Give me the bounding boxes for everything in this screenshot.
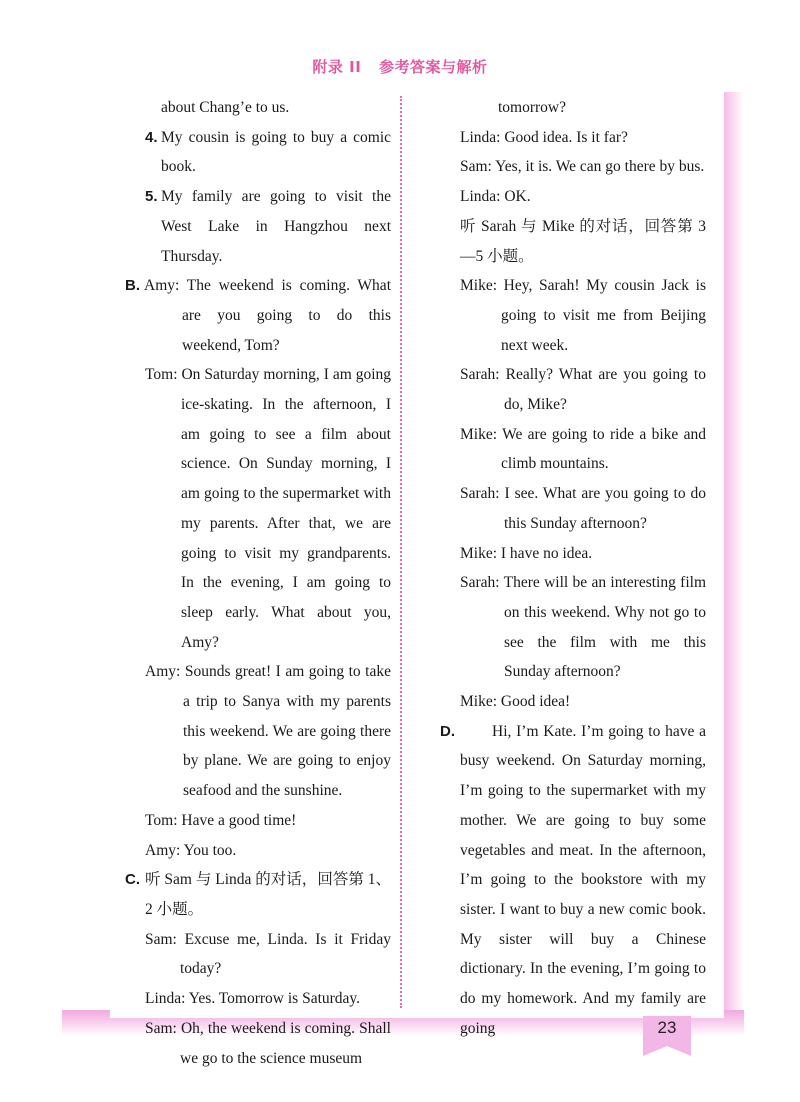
dialogue-line: Mike: Good idea! — [460, 693, 571, 711]
dialogue-line: Mike: I have no idea. — [460, 544, 593, 562]
dialogue-line: Amy: You too. — [145, 841, 237, 859]
item-text: My family are going to visit the West Lake in Hangzhou next Thursday. — [161, 188, 391, 265]
page-number: 23 — [657, 1018, 677, 1037]
item-number: 4. — [145, 128, 158, 146]
dialogue-line: Sam: Oh, the weekend is coming. Shall we go to the science museum — [145, 1019, 391, 1067]
dialogue-line: Amy: The weekend is coming. What are you going to do this weekend, Tom? — [144, 277, 391, 354]
header-title: 参考答案与解析 — [379, 58, 488, 76]
left-column — [125, 93, 391, 1073]
dialogue-line: Sarah: There will be an interesting film on this weekend. Why not go to see the film with me this Sunday afternoon? — [460, 574, 706, 681]
section-d — [416, 717, 706, 1044]
section-label: C. — [125, 871, 140, 889]
page-shadow-right — [722, 92, 744, 1022]
section-label: D. — [440, 722, 455, 740]
dialogue-line: Sarah: I see. What are you going to do this Sunday afternoon? — [460, 485, 706, 532]
dialogue-line: Mike: We are going to ride a bike and climb mountains. — [460, 425, 706, 473]
item-text: My cousin is going to buy a comic book. — [161, 128, 391, 176]
section-b — [125, 271, 391, 360]
section-instruction: 听 Sarah 与 Mike 的对话，回答第 3—5 小题。 — [460, 217, 706, 265]
dialogue-line: Sarah: Really? What are you going to do, Mike? — [460, 366, 706, 414]
dialogue-line: Linda: Yes. Tomorrow is Saturday. — [145, 990, 361, 1008]
dialogue-line: Tom: Have a good time! — [145, 811, 297, 829]
continuation-line: about Chang’e to us. — [161, 99, 290, 116]
dialogue-line: Linda: OK. — [460, 188, 531, 206]
right-column — [416, 93, 706, 1044]
passage-text: Hi, I’m Kate. I’m going to have a busy weekend. On Saturday morning, I’m going to the supermarket with my mother. We are going to buy some vegetables and meat. In the afternoon, I’m going to the bookstore with my sister. I want to buy a new comic book. My sister will buy a Chinese dictionary. In the evening, I’m going to do my homework. And my family are going — [460, 722, 706, 1037]
answer-item-4 — [125, 123, 391, 182]
item-number: 5. — [145, 188, 158, 206]
column-divider — [400, 96, 402, 1008]
dialogue-line: Linda: Good idea. Is it far? — [460, 128, 628, 146]
continuation-line: tomorrow? — [498, 99, 567, 116]
dialogue-line: Tom: On Saturday morning, I am going ice-skating. In the afternoon, I am going to see a film about science. On Sunday morning, I am going to the supermarket with my parents. After that, we are going to visit my grandparents. In the evening, I am going to sleep early. What about you, Amy? — [145, 366, 391, 651]
answer-item-5 — [125, 182, 391, 271]
header-appendix: 附录 II — [312, 58, 362, 76]
section-instruction: 听 Sam 与 Linda 的对话，回答第 1、2 小题。 — [145, 871, 391, 918]
dialogue-line: Sam: Yes, it is. We can go there by bus. — [460, 158, 705, 176]
dialogue-line: Sam: Excuse me, Linda. Is it Friday today? — [145, 930, 391, 978]
dialogue-line: Mike: Hey, Sarah! My cousin Jack is going to visit me from Beijing next week. — [460, 277, 706, 354]
section-c — [125, 865, 391, 924]
dialogue-line: Amy: Sounds great! I am going to take a trip to Sanya with my parents this weekend. We are going there by plane. We are going to enjoy seafood and the sunshine. — [145, 663, 391, 800]
page-header — [0, 56, 800, 77]
section-label: B. — [125, 277, 140, 295]
